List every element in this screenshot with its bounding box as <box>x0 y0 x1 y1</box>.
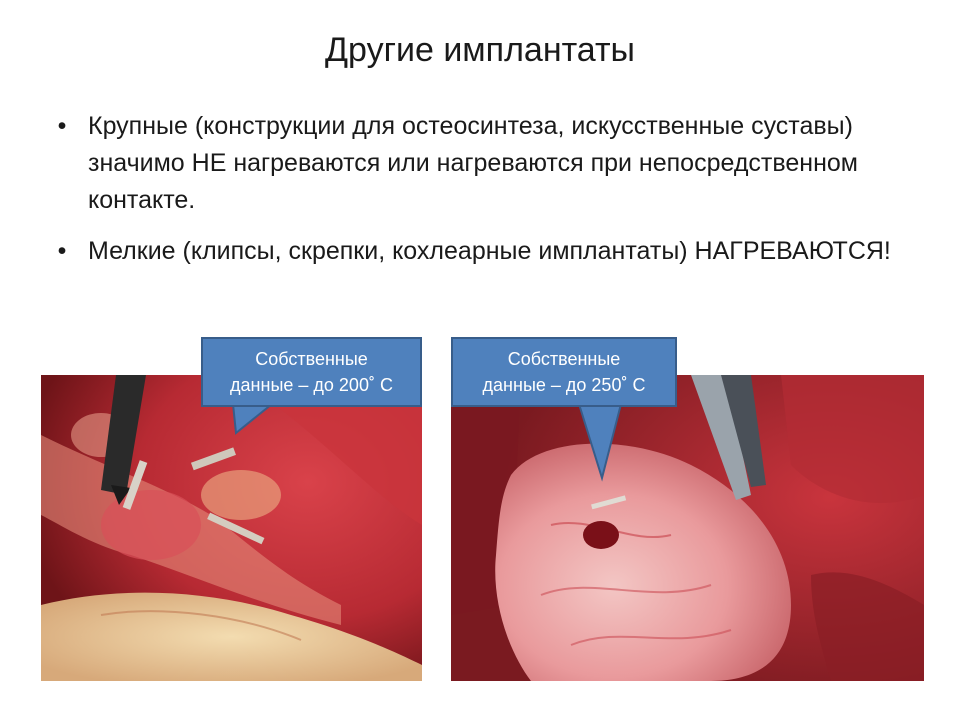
bullet-text: Мелкие (клипсы, скрепки, кохлеарные имплантаты) НАГРЕВАЮТСЯ! <box>88 237 891 265</box>
bullet-marker: • <box>57 237 67 265</box>
bullet-item-small-implants <box>52 233 892 270</box>
bullet-item-large-implants <box>52 108 892 219</box>
bullet-list <box>52 108 892 284</box>
callout-right-line1: Собственные <box>507 349 621 369</box>
callout-left-line2: данные – до 200˚ С <box>230 375 393 395</box>
callout-left-line1: Собственные <box>255 349 368 369</box>
callout-right <box>451 337 677 407</box>
callout-right-line2: данные – до 250˚ С <box>482 375 646 395</box>
bullet-text: Крупные (конструкции для остеосинтеза, искусственные суставы) значимо НЕ нагреваются или нагреваются при непосредственном контакте. <box>88 112 858 214</box>
surgical-photo-clips <box>41 375 422 681</box>
callout-left <box>201 337 422 407</box>
surgical-photo-staples <box>451 375 924 681</box>
bullet-marker: • <box>57 112 67 140</box>
slide-title: Другие имплантаты <box>325 31 635 69</box>
